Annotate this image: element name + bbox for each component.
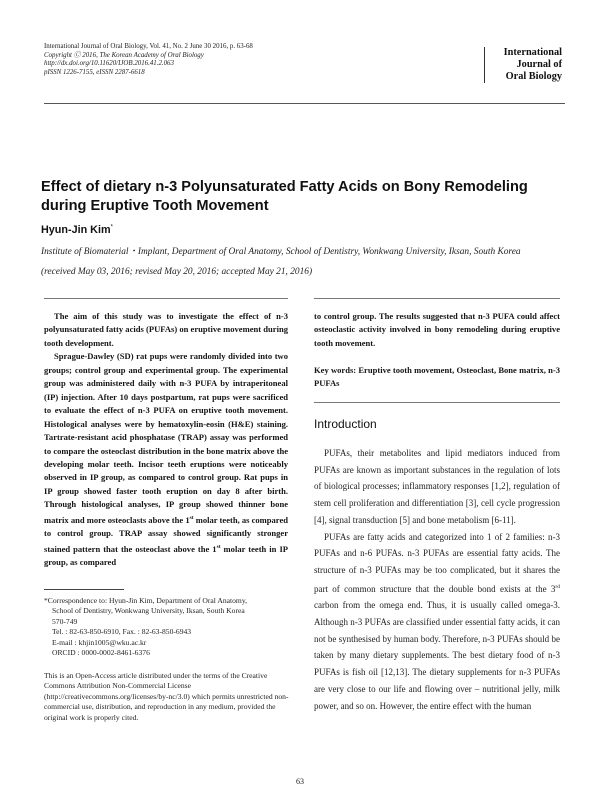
abstract-text: Sprague-Dawley (SD) rat pups were randomly divided into two groups; control group and experimental group. The experimental group was administered daily with n-3 PUFA by intraperitoneal (IP) injection. After 10 days postpartum, rat pups were sacrificed to evaluate the effect of n-3 PUFA on eruptive tooth movement. Histological analyses were by hematoxylin-eosin (H&E) staining. Tartrate-resistant acid phosphatase (TRAP) assay was performed to compare the osteoclast distribution in the bone matrix above the developing molar teeth. Incisor teeth eruptions were noticeably observed in IP group, as compared to control group. Rat pups in IP group showed faster tooth eruption on day 8 after birth. Through histological analyses, IP group showed thinner bone matrix and more osteoclasts above the 1 xyxy=(44,351,288,525)
keywords: Key words: Eruptive tooth movement, Osteoclast, Bone matrix, n-3 PUFAs xyxy=(314,365,560,389)
sup-st: st xyxy=(216,543,221,550)
author-mark: * xyxy=(110,224,113,231)
affiliation: Institute of Biomaterial・Implant, Department of Oral Anatomy, School of Dentistry, Wonkwang University, Iksan, South Korea xyxy=(41,247,521,257)
correspondence-phone: Tel. : 82-63-850-6910, Fax. : 82-63-850-6943 xyxy=(52,627,192,637)
abstract-rule-right xyxy=(314,298,560,299)
abstract-continued: to control group. The results suggested that n-3 PUFA could affect osteoclastic activity involved in bony remodeling during eruptive tooth movement. xyxy=(314,311,560,348)
abstract-paragraph xyxy=(44,350,288,569)
abstract-end-rule xyxy=(314,402,560,403)
correspondence-line: School of Dentistry, Wonkwang University, Iksan, South Korea xyxy=(52,606,245,616)
journal-logo-line: Oral Biology xyxy=(505,71,562,82)
journal-logo-line: International xyxy=(503,47,562,58)
journal-logo-line: Journal of xyxy=(516,59,562,70)
correspondence-email[interactable]: E-mail : khjin1005@wku.ac.kr xyxy=(52,637,147,647)
article-dates: (received May 03, 2016; revised May 20, 2016; accepted May 21, 2016) xyxy=(41,267,313,277)
meta-issn: pISSN 1226-7155, eISSN 2287-6618 xyxy=(44,68,145,76)
abstract-text: molar teeth in IP group, as compared xyxy=(44,543,288,567)
footnote-divider xyxy=(44,589,124,590)
author-name-text: Hyun-Jin Kim xyxy=(41,224,111,236)
intro-text: carbon from the omega end. Thus, it is usually called omega-3. Although n-3 PUFAs are classified under essential fatty acids, it can not be synthesised by human body. Therefore, n-3 PUFAs should be taken by many dietary supplements. The best dietary food of n-3 PUFAs is fish oil [12,13]. The dietary supplements for n-3 PUFAs are very close to our life and flowing over – nutritional jelly, milk power, and so on. However, the entire effect with the human xyxy=(314,600,560,711)
page-number: 63 xyxy=(296,777,304,786)
abstract-paragraph: The aim of this study was to investigate the effect of n-3 polyunsaturated fatty acids (PUFAs) on eruptive movement during tooth development. xyxy=(44,311,288,348)
meta-citation: International Journal of Oral Biology, Vol. 41, No. 2 June 30 2016, p. 63-68 xyxy=(44,43,253,50)
intro-paragraph: PUFAs, their metabolites and lipid mediators induced from PUFAs are known as important substances in the regulation of lots of biological processes; inflammatory responses [1,2], regulation of stem cell proliferation and differentiation [3], cell cycle progression [4], signal transduction [5] and bone metabolism [6-11]. xyxy=(314,448,560,525)
header-divider xyxy=(44,103,565,104)
correspondence-line: *Correspondence to: Hyun-Jin Kim, Department of Oral Anatomy, xyxy=(44,596,248,605)
intro-text: PUFAs are fatty acids and categorized into 1 of 2 families: n-3 PUFAs and n-6 PUFAs. n-3 PUFAs are essential fatty acids. The structure of n-3 PUFAs may be too complicated, but it shares the part of common structure that the double bond exists at the 3 xyxy=(314,531,560,594)
correspondence-orcid: ORCID : 0000-0002-8461-6376 xyxy=(52,648,150,658)
abstract-rule-left xyxy=(44,298,288,299)
correspondence xyxy=(44,596,294,658)
abstract xyxy=(44,310,288,569)
meta-copyright: Copyright Ⓒ 2016, The Korean Academy of Oral Biology xyxy=(44,51,204,59)
introduction-body xyxy=(314,445,560,714)
sup-st: st xyxy=(189,514,194,521)
intro-paragraph xyxy=(314,529,560,715)
journal-meta xyxy=(44,43,374,77)
section-heading-introduction: Introduction xyxy=(314,417,377,431)
author-name xyxy=(41,224,113,236)
article-title: Effect of dietary n-3 Polyunsaturated Fatty Acids on Bony Remodeling during Eruptive Tooth Movement xyxy=(41,179,528,214)
license-notice: This is an Open-Access article distributed under the terms of the Creative Commons Attribution Non-Commercial License (http://creativecommons.org/licenses/by-nc/3.0) which permits unrestricted non-commercial use, distribution, and reproduction in any medium, provided the original work is properly cited. xyxy=(44,671,289,722)
meta-doi-link[interactable]: http://dx.doi.org/10.11620/IJOB.2016.41.2.063 xyxy=(44,60,174,68)
journal-logo xyxy=(484,47,562,83)
abstract-text: molar teeth, as compared to control group. TRAP assay showed significantly stronger stained pattern that the osteoclast above the 1 xyxy=(44,514,288,554)
correspondence-line: 570-749 xyxy=(52,616,78,626)
sup-rd: rd xyxy=(555,583,560,590)
